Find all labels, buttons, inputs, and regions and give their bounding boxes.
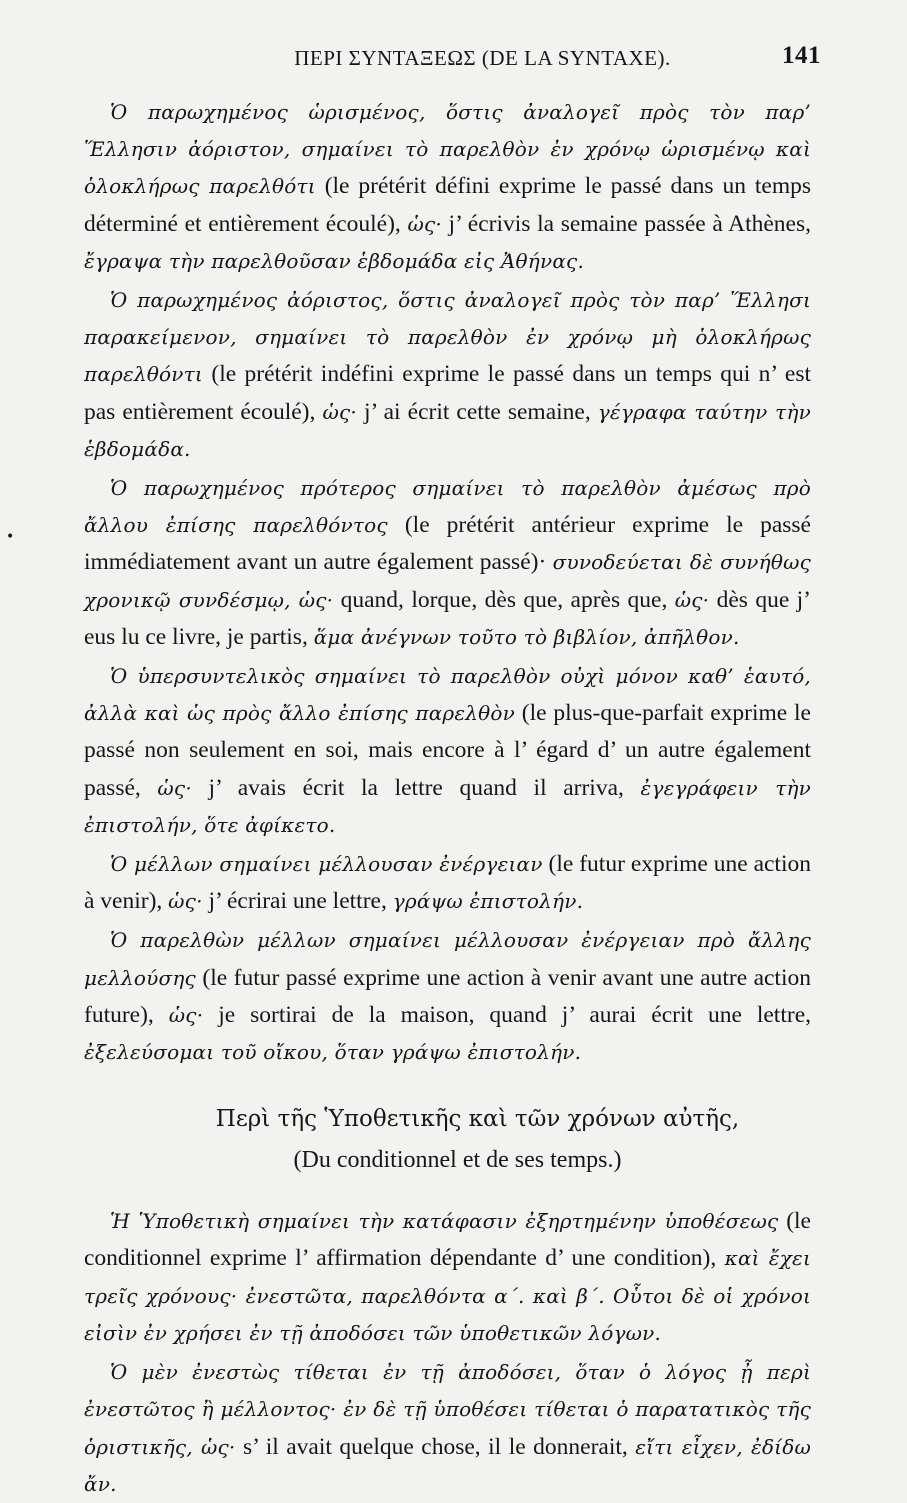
greek-text: Ὁ παρελθὼν μέλλων σημαίνει μέλλουσαν ἐνέργειαν πρὸ ἄλλης μελλούσης (84, 928, 811, 990)
paragraph-list (84, 94, 811, 1071)
greek-text: γράψω ἐπιστολήν. (392, 889, 584, 914)
greek-text: ὡς· (407, 211, 442, 236)
greek-text: Ὁ παρωχημένος ὡρισμένος, ὅστις ἀναλογεῖ πρὸς τὸν παρ’ Ἕλλησιν ἀόριστον, σημαίνει τὸ παρελθὸν ἐν χρόνῳ ὡρισμένῳ καὶ ὁλοκλήρως παρελθότι (84, 100, 811, 199)
french-text: quand, lorque, dès que, après que, (333, 586, 675, 613)
french-text: j’ avais écrit la lettre quand il arriva, (191, 774, 641, 801)
french-text: (le conditionnel exprime l’ affirmation dépendante d’ une condition), (84, 1208, 811, 1272)
greek-text: γέγραφα ταύτην τὴν ἑβδομάδα. (84, 399, 811, 461)
greek-text: Ἡ Ὑποθετικὴ σημαίνει τὴν κατάφασιν ἐξηρτημένην ὑποθέσεως (110, 1209, 779, 1234)
running-head-title: ΠΕΡΙ ΣΥΝΤΑΞΕΩΣ (DE LA SYNTAXE). (294, 46, 671, 70)
french-text: dès que j’ eus lu ce livre, je partis, (84, 586, 811, 650)
french-text: (le futur exprime une action à venir), (84, 851, 811, 915)
french-text: je sortirai de la maison, quand j’ aurai écrit une lettre, (203, 1001, 812, 1028)
french-text: (le prétérit antérieur exprime le passé immédiatement avant un autre également passé)· (84, 512, 811, 576)
greek-text: Ὁ μὲν ἐνεστὼς τίθεται ἐν τῇ ἀποδόσει, ὅταν ὁ λόγος ᾖ περὶ ἐνεστῶτος ἢ μέλλοντος· ἐν δὲ τῇ ὑποθέσει τίθεται ὁ παρατατικὸς τῆς ὁριστικῆς, ὡς· (84, 1360, 811, 1459)
paragraph (84, 846, 811, 920)
greek-text: εἴτι εἶχεν, ἐδίδω ἄν. (84, 1434, 811, 1496)
french-text: j’ ai écrit cette semaine, (356, 398, 598, 425)
page-number: 141 (782, 42, 821, 69)
section-heading (84, 1099, 811, 1181)
paragraph (84, 470, 811, 656)
french-text: j’ écrivis la semaine passée à Athènes, (441, 210, 811, 237)
greek-text: Ὁ ὑπερσυντελικὸς σημαίνει τὸ παρελθὸν οὐχὶ μόνον καθ’ ἑαυτό, ἀλλὰ καὶ ὡς πρὸς ἄλλο ἐπίσης παρελθὸν (84, 664, 811, 726)
greek-text: ὡς· (168, 889, 203, 914)
greek-text: ὡς· (322, 399, 357, 424)
greek-text: ὡς· (157, 775, 192, 800)
greek-text: ἐγεγράφειν τὴν ἐπιστολήν, ὅτε ἀφίκετο. (84, 775, 811, 837)
paragraph (84, 94, 811, 280)
french-text: (le prétérit défini exprime le passé dans un temps déterminé et entièrement écoulé), (84, 173, 811, 237)
greek-text: Ὁ μέλλων σημαίνει μέλλουσαν ἐνέργειαν (110, 852, 543, 877)
paragraph (84, 922, 811, 1071)
paragraph (84, 282, 811, 468)
french-text: (le futur passé exprime une action à venir avant une autre action future), (84, 964, 811, 1028)
greek-text: ἅμα ἀνέγνων τοῦτο τὸ βιβλίον, ἀπῆλθον. (313, 624, 740, 649)
paragraph (84, 1203, 811, 1352)
paragraph (84, 1354, 811, 1503)
french-text: (le prétérit indéfini exprime le passé dans un temps qui n’ est pas entièrement écoulé), (84, 361, 811, 425)
greek-text: ἔγραψα τὴν παρελθοῦσαν ἑβδομάδα εἰς Ἀθήνας. (84, 248, 584, 273)
greek-text: καὶ ἔχει τρεῖς χρόνους· ἐνεστῶτα, παρελθόντα α΄. καὶ β΄. Οὗτοι δὲ οἱ χρόνοι εἰσὶν ἐν χρήσει ἐν τῇ ἀποδόσει τῶν ὑποθετικῶν λόγων. (84, 1246, 811, 1345)
greek-text: Ὁ παρωχημένος ἀόριστος, ὅστις ἀναλογεῖ πρὸς τὸν παρ’ Ἕλλησι παρακείμενον, σημαίνει τὸ παρελθὸν ἐν χρόνῳ μὴ ὁλοκλήρως παρελθόντι (84, 288, 811, 387)
section-heading-greek: Περὶ τῆς Ὑποθετικῆς καὶ τῶν χρόνων αὐτῆς, (215, 1106, 740, 1133)
french-text: j’ écrirai une lettre, (202, 888, 393, 915)
running-head (84, 42, 821, 80)
paragraph (84, 658, 811, 844)
greek-text: ὡς· (674, 587, 710, 612)
section-heading-french: (Du conditionnel et de ses temps.) (293, 1147, 622, 1174)
greek-text: ὡς· (168, 1002, 204, 1027)
french-text: s’ il avait quelque chose, il le donnerait, (235, 1433, 636, 1460)
greek-text: ἐξελεύσομαι τοῦ οἴκου, ὅταν γράψω ἐπιστολήν. (84, 1040, 582, 1065)
greek-text: Ὁ παρωχημένος πρότερος σημαίνει τὸ παρελθὸν ἀμέσως πρὸ ἄλλου ἐπίσης παρελθόντος (84, 476, 811, 538)
section-paragraph-list (84, 1203, 811, 1503)
greek-text: συνοδεύεται δὲ συνήθως χρονικῷ συνδέσμῳ, ὡς· (84, 550, 811, 612)
french-text: (le plus-que-parfait exprime le passé non seulement en soi, mais encore à l’ égard d’ un autre également passé, (84, 700, 811, 801)
body-text (84, 94, 811, 1503)
margin-mark: • (6, 529, 15, 545)
